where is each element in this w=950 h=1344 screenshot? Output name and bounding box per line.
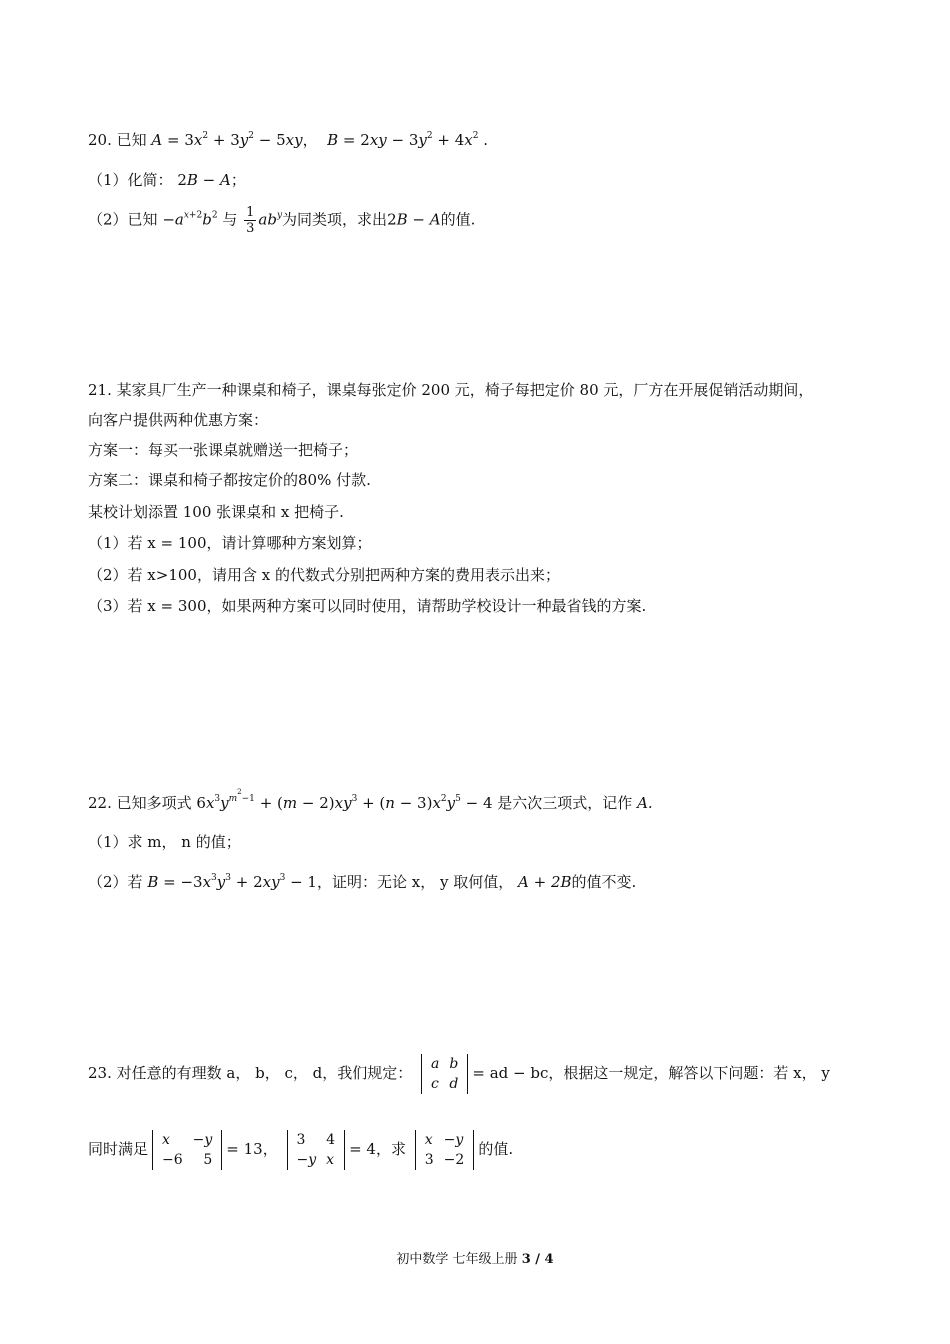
q21-line5: 某校计划添置 100 张课桌和 x 把椅子. — [88, 503, 344, 521]
q22-part1: （1）求 m， n 的值； — [88, 833, 241, 851]
q23-rule: = ad − bc，根据这一规定，解答以下问题：若 x， y — [472, 1064, 830, 1082]
q22-head: 22. 已知多项式 — [88, 794, 192, 812]
determinant-abcd: a b c d — [421, 1054, 468, 1094]
q22-p2-b: ，证明：无论 x， y 取何值， — [316, 873, 514, 891]
determinant-3: x −y 3 −2 — [415, 1130, 475, 1170]
q20-p1-label: （1）化简： — [88, 171, 173, 189]
q20-p2-end: 的值. — [440, 210, 476, 229]
q22-p2-label: （2）若 — [88, 873, 143, 891]
page-footer — [0, 1248, 950, 1267]
determinant-2: 3 4 −y x — [287, 1130, 346, 1170]
q22-part2: （2）若 $B = -3x^3y^3 + 2xy^3 - 1$，证明：无论 x， y 取何值， A + 2B的值不变. — [88, 873, 637, 891]
q20-part1: （1）化简： 2B − A； — [88, 171, 246, 189]
q21-line4: 方案二：课桌和椅子都按定价的80% 付款. — [88, 471, 371, 489]
q23-l2-label: 同时满足 — [88, 1140, 149, 1158]
q21-line8: （3）若 x = 300，如果两种方案可以同时使用，请帮助学校设计一种最省钱的方案. — [88, 597, 647, 615]
q20-p2-label: （2）已知 — [88, 210, 158, 229]
q22-p2-expr: A + 2B — [518, 873, 572, 891]
q23-line2 — [88, 1130, 513, 1170]
q20-line1: 20. 已知 $A = 3x^2 + 3y^2 - 5xy$， $B = 2xy - 3y^2 + 4x^2$ . — [88, 131, 489, 149]
q22-line1: 22. 已知多项式 $6x^3y^{m^2-1} + (m - 2)xy^3 + (n - 3)x^2y^5 - 4$ 是六次三项式，记作 A. — [88, 788, 653, 812]
q20-p2-b: 为同类项，求出 — [282, 210, 388, 229]
page-number: 3 / 4 — [521, 1252, 554, 1267]
q20-head: 20. 已知 — [88, 131, 147, 149]
footer-text: 初中数学 七年级上册 — [396, 1252, 518, 1267]
q21-line6: （1）若 x = 100，请计算哪种方案划算； — [88, 534, 372, 552]
q21-line3: 方案一：每买一张课桌就赠送一把椅子； — [88, 441, 359, 459]
q23-line1 — [88, 1054, 830, 1094]
q21-line7: （2）若 x>100，请用含 x 的代数式分别把两种方案的费用表示出来； — [88, 566, 560, 584]
q22-A: A. — [637, 794, 653, 812]
determinant-1: x −y −6 5 — [152, 1130, 222, 1170]
q20-part2: （2）已知 $-a^{x+2}b^2$ 与 $\frac{1}{3}$ $ab^y$为同类项，求出2B − A的值. — [88, 205, 476, 236]
q23-head: 23. 对任意的有理数 a， b， c， d，我们规定： — [88, 1064, 413, 1082]
q23-l2-end: 的值. — [478, 1140, 514, 1158]
q22-tail: 是六次三项式，记作 — [497, 794, 633, 812]
fraction-one-third: $\frac{1}{3}$ — [246, 205, 255, 236]
q21-line2: 向客户提供两种优惠方案： — [88, 411, 269, 429]
q23-eq2: = 4，求 — [349, 1140, 406, 1158]
q20-p2-mid: 与 — [222, 210, 238, 229]
q21-line1: 21. 某家具厂生产一种课桌和椅子，课桌每张定价 200 元，椅子每把定价 80 元，厂方在开展促销活动期间， — [88, 381, 814, 399]
q23-eq1: = 13， — [226, 1140, 278, 1158]
q22-p2-end: 的值不变. — [571, 873, 637, 891]
